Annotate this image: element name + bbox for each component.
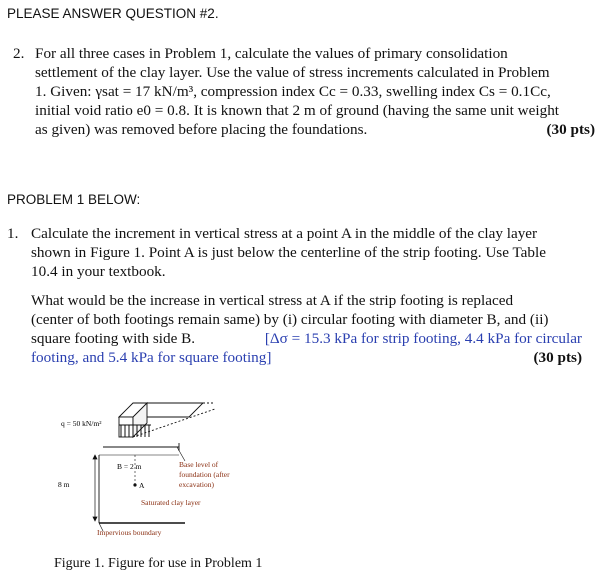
- question-2-line: settlement of the clay layer. Use the value of stress increments calculated in Problem: [35, 64, 550, 81]
- answer-hint: footing, and 5.4 kPa for square footing]: [31, 349, 272, 366]
- depth-dimension: [93, 455, 97, 521]
- instruction-header: PLEASE ANSWER QUESTION #2.: [7, 6, 219, 21]
- question-2-line: as given) was removed before placing the foundations.: [35, 121, 368, 138]
- figure-caption: Figure 1. Figure for use in Problem 1: [54, 556, 263, 571]
- width-label: B = 2 m: [117, 462, 142, 471]
- followup-line-3: [31, 329, 582, 348]
- base-level-leader: [177, 447, 185, 461]
- followup-line: What would be the increase in vertical stress at A if the strip footing is replaced: [31, 292, 514, 309]
- load-label: q = 50 kN/m²: [61, 419, 102, 428]
- question-2-line: For all three cases in Problem 1, calculate the values of primary consolidation: [35, 45, 508, 62]
- point-a-label: A: [139, 481, 145, 490]
- followup-line-4: [31, 348, 582, 367]
- followup-line: (center of both footings remain same) by (i) circular footing with diameter B, and (ii): [31, 311, 549, 328]
- clay-layer-label: Saturated clay layer: [141, 498, 201, 507]
- question-2-line: initial void ratio e0 = 0.8. It is known that 2 m of ground (having the same unit weight: [35, 102, 560, 119]
- question-1-points: (30 pts): [533, 349, 582, 366]
- base-level-label: excavation): [179, 480, 214, 489]
- question-1-text: [31, 224, 589, 281]
- question-1-line: shown in Figure 1. Point A is just below the centerline of the strip footing. Use Table: [31, 244, 546, 261]
- question-2-line: 1. Given: γsat = 17 kN/m³, compression index Cc = 0.33, swelling index Cs = 0.1Cc,: [35, 83, 551, 100]
- depth-label: 8 m: [58, 480, 70, 489]
- base-level-label: Base level of: [179, 460, 219, 469]
- base-level-label: foundation (after: [179, 470, 230, 479]
- question-2-number: 2.: [13, 45, 25, 62]
- question-1-line: 10.4 in your textbook.: [31, 263, 166, 280]
- figure-1: [55, 395, 265, 545]
- question-1-number: 1.: [7, 225, 19, 242]
- answer-hint: [Δσ = 15.3 kPa for strip footing, 4.4 kPa for circular: [264, 330, 582, 347]
- question-2-points: (30 pts): [546, 121, 595, 138]
- point-a: [133, 483, 136, 486]
- question-2-last-line: [35, 120, 595, 139]
- problem-1-header: PROBLEM 1 BELOW:: [7, 192, 141, 207]
- boundary-label: Impervious boundary: [97, 528, 162, 537]
- question-1-followup: [31, 291, 582, 367]
- question-2-text: [35, 44, 595, 139]
- question-1-line: Calculate the increment in vertical stress at a point A in the middle of the clay layer: [31, 225, 538, 242]
- followup-text: square footing with side B.: [31, 330, 196, 347]
